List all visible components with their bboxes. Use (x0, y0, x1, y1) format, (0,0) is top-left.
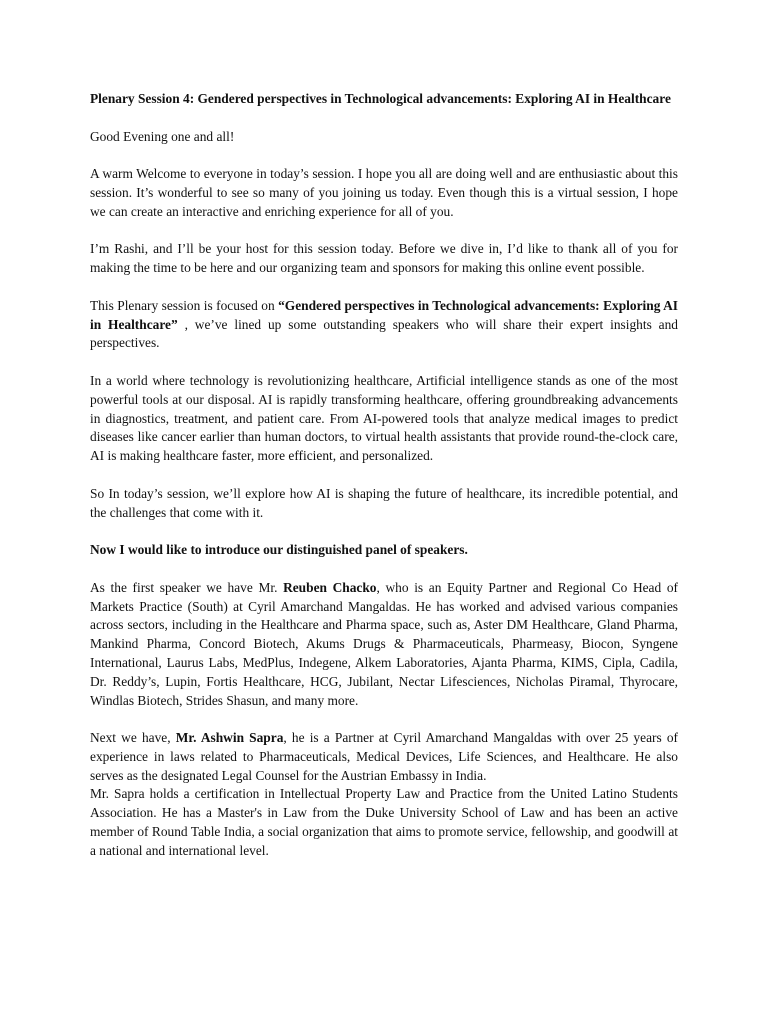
greeting-paragraph: Good Evening one and all! (90, 128, 235, 144)
panel-intro-bold: Now I would like to introduce our distinguished panel of speakers. (90, 542, 468, 558)
ai-world-paragraph: In a world where technology is revolutionizing healthcare, Artificial intelligence stands as one of the most powerful tools at our disposal. AI is rapidly transforming healthcare, offering groundbreaking advancements in diagnostics, treatment, and patient care. From AI-powered tools that analyze medical images to predict diseases like cancer earlier than human doctors, to virtual health assistants that provide round-the-clock care, AI is making healthcare faster, more efficient, and personalized. (90, 372, 678, 464)
speaker-1-name: Reuben Chacko (283, 579, 377, 595)
speaker-1-paragraph (90, 579, 678, 711)
focus-text-before: This Plenary session is focused on (90, 297, 279, 313)
speaker-1-text-after: , who is an Equity Partner and Regional Co Head of Markets Practice (South) at Cyril Amarchand Mangaldas. He has worked and advised various companies across sectors, including in the Healthcare and Pharma space, such as, Aster DM Healthcare, Gland Pharma, Mankind Pharma, Concord Biotech, Akums Drugs & Pharmaceuticals, Pharmeasy, Biocon, Syngene International, Laurus Labs, MedPlus, Indegene, Alkem Laboratories, Ajanta Pharma, KIMS, Cipla, Cadila, Dr. Reddy’s, Lupin, Fortis Healthcare, HCG, Jubilant, Nectar Lifesciences, Nicholas Piramal, Thyrocare, Windlas Biotech, Strides Shasun, and many more. (90, 579, 678, 708)
speaker-2-bio-paragraph: Mr. Sapra holds a certification in Intellectual Property Law and Practice from the United Latino Students Association. He has a Master's in Law from the Duke University School of Law and has been an active member of Round Table India, a social organization that aims to promote service, fellowship, and goodwill at a national and international level. (90, 786, 678, 858)
session-focus-paragraph (90, 297, 678, 353)
host-intro-paragraph: I’m Rashi, and I’ll be your host for this session today. Before we dive in, I’d like to thank all of you for making the time to be here and our organizing team and sponsors for making this online event possible. (90, 241, 678, 276)
speaker-2-text-after: , he is a Partner at Cyril Amarchand Mangaldas with over 25 years of experience in laws related to Pharmaceuticals, Medical Devices, Life Sciences, and Healthcare. He also serves as the designated Legal Counsel for the Austrian Embassy in India. (90, 730, 678, 783)
focus-text-after: , we’ve lined up some outstanding speakers who will share their expert insights and perspectives. (90, 316, 678, 351)
speaker-2-text-before: Next we have, (90, 730, 176, 746)
speaker-1-text-before: As the first speaker we have Mr. (90, 579, 284, 595)
panel-intro-heading (90, 541, 678, 560)
speaker-2-name: Mr. Ashwin Sapra (175, 730, 284, 746)
welcome-paragraph: A warm Welcome to everyone in today’s session. I hope you all are doing well and are enthusiastic about this session. It’s wonderful to see so many of you joining us today. Even though this is a virtual session, I hope we can create an interactive and enriching experience for all of you. (90, 166, 678, 219)
session-topic-bold: “Gendered perspectives in Technological advancements: Exploring AI in Healthcare” (90, 297, 678, 332)
document-title: Plenary Session 4: Gendered perspectives in Technological advancements: Exploring AI in Healthcare (90, 91, 671, 106)
document-page (90, 90, 678, 879)
speaker-2-paragraph (90, 729, 678, 785)
explore-paragraph: So In today’s session, we’ll explore how AI is shaping the future of healthcare, its incredible potential, and the challenges that come with it. (90, 485, 678, 520)
